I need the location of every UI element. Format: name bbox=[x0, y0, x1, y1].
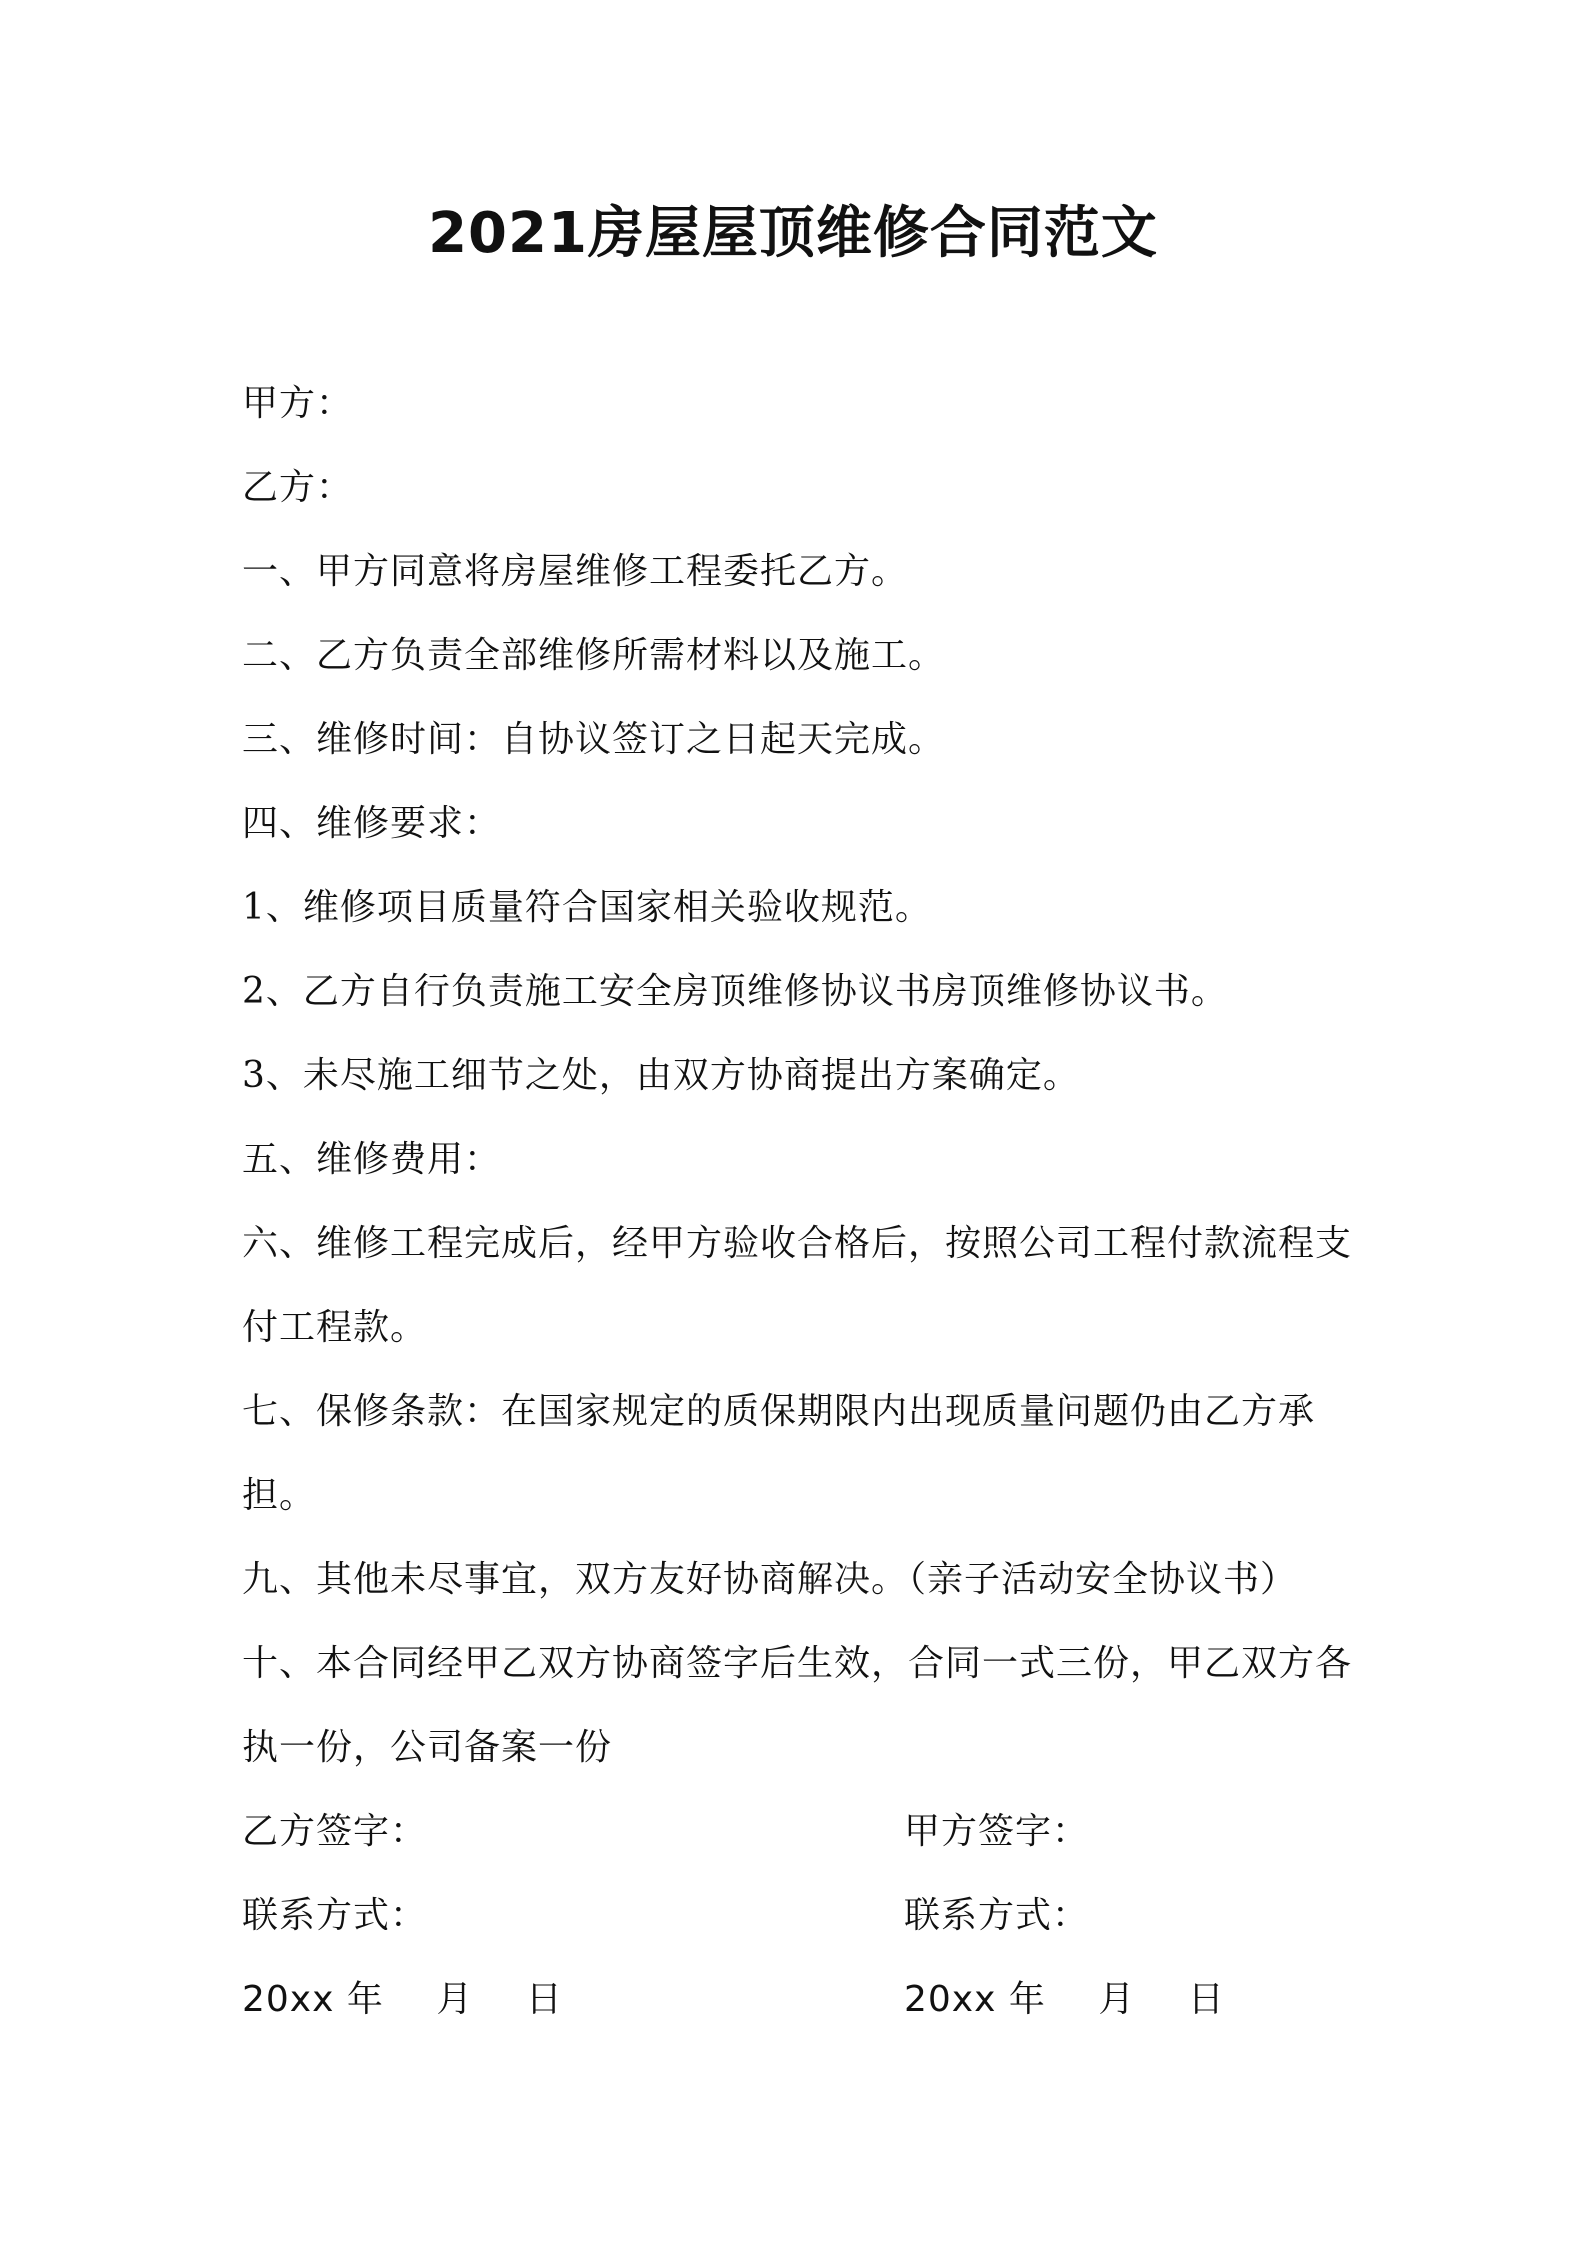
contact-row bbox=[242, 1874, 1362, 1958]
party-b-day-label: 日 bbox=[525, 1979, 563, 2020]
signature-row bbox=[242, 1790, 1362, 1874]
clause-10: 十、本合同经甲乙双方协商签字后生效，合同一式三份，甲乙双方各执一份，公司备案一份 bbox=[242, 1643, 1353, 1768]
party-b-month-label: 月 bbox=[436, 1979, 474, 2020]
clause-7: 七、保修条款：在国家规定的质保期限内出现质量问题仍由乙方承担。 bbox=[242, 1391, 1316, 1516]
document-title: 2021房屋屋顶维修合同范文 bbox=[428, 201, 1158, 266]
party-b-label: 乙方： bbox=[242, 467, 354, 508]
clause-4: 四、维修要求： bbox=[242, 803, 502, 844]
clause-1: 一、甲方同意将房屋维修工程委托乙方。 bbox=[242, 551, 909, 592]
party-a-date-prefix: 20xx bbox=[904, 1979, 997, 2020]
party-b-contact-label: 联系方式： bbox=[242, 1895, 428, 1936]
clause-3: 三、维修时间：自协议签订之日起天完成。 bbox=[242, 719, 946, 760]
clause-2: 二、乙方负责全部维修所需材料以及施工。 bbox=[242, 635, 946, 676]
party-a-day-label: 日 bbox=[1187, 1979, 1225, 2020]
party-b-signature-label: 乙方签字： bbox=[242, 1811, 428, 1852]
party-a-date bbox=[904, 1958, 1362, 2042]
party-a-label: 甲方： bbox=[242, 383, 354, 424]
party-a-signature-label: 甲方签字： bbox=[904, 1811, 1090, 1852]
clause-9: 九、其他未尽事宜，双方友好协商解决。（亲子活动安全协议书） bbox=[242, 1559, 1298, 1600]
date-row bbox=[242, 1958, 1362, 2042]
requirement-2: 2、乙方自行负责施工安全房顶维修协议书房顶维修协议书。 bbox=[242, 971, 1228, 1012]
party-b-date bbox=[242, 1958, 904, 2042]
party-b-date-prefix: 20xx bbox=[242, 1979, 335, 2020]
party-b-year-label: 年 bbox=[346, 1979, 384, 2020]
party-a-contact-label: 联系方式： bbox=[904, 1895, 1090, 1936]
requirement-3: 3、未尽施工细节之处，由双方协商提出方案确定。 bbox=[242, 1055, 1080, 1096]
clause-6: 六、维修工程完成后，经甲方验收合格后，按照公司工程付款流程支付工程款。 bbox=[242, 1223, 1353, 1348]
clause-5: 五、维修费用： bbox=[242, 1139, 502, 1180]
party-a-month-label: 月 bbox=[1098, 1979, 1136, 2020]
party-a-year-label: 年 bbox=[1008, 1979, 1046, 2020]
requirement-1: 1、维修项目质量符合国家相关验收规范。 bbox=[242, 887, 932, 928]
contract-body bbox=[242, 362, 1362, 2042]
